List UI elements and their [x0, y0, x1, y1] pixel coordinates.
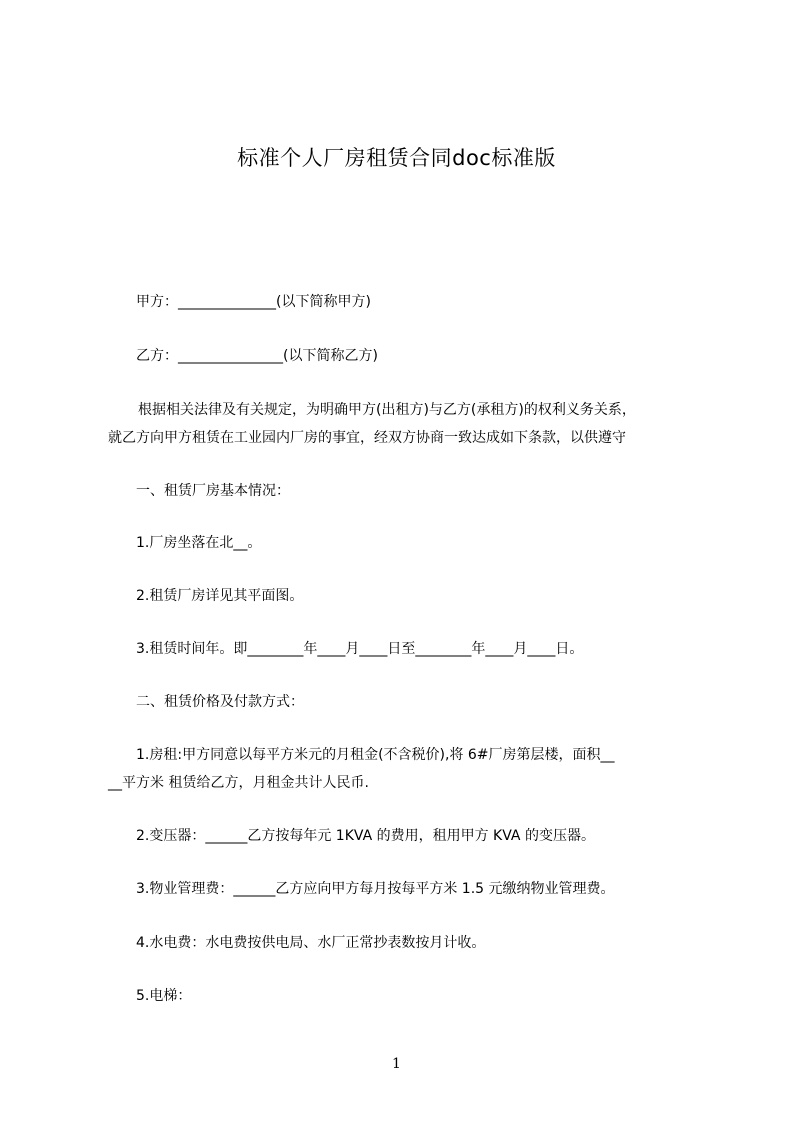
clause-1-2: 2.租赁厂房详见其平面图。 — [136, 588, 304, 604]
section-1-heading: 一、租赁厂房基本情况： — [136, 483, 290, 499]
clause-1-1: 1.厂房坐落在北__。 — [136, 535, 262, 551]
document-title: 标准个人厂房租赁合同doc标准版 — [237, 146, 556, 170]
clause-1-3: 3.租赁时间年。即________年____月____日至________年____月____日。 — [136, 641, 584, 657]
party-a-line: 甲方：______________(以下简称甲方) — [136, 294, 371, 310]
intro-paragraph-line-1: 根据相关法律及有关规定，为明确甲方(出租方)与乙方(承租方)的权利义务关系， — [138, 402, 636, 418]
party-b-line: 乙方：_______________(以下简称乙方) — [136, 348, 378, 364]
clause-2-1-line-1: 1.房租:甲方同意以每平方米元的月租金(不含税价),将 6#厂房第层楼，面积__ — [136, 747, 615, 763]
page-number: 1 — [392, 1056, 401, 1072]
clause-2-3: 3.物业管理费：______乙方应向甲方每月按每平方米 1.5 元缴纳物业管理费。 — [136, 881, 615, 897]
section-2-heading: 二、租赁价格及付款方式： — [136, 694, 304, 710]
clause-2-1-line-2: __平方米 租赁给乙方，月租金共计人民币. — [108, 775, 369, 791]
clause-2-2: 2.变压器：______乙方按每年元 1KVA 的费用，租用甲方 KVA 的变压器。 — [136, 828, 595, 844]
intro-paragraph-line-2: 就乙方向甲方租赁在工业园内厂房的事宜，经双方协商一致达成如下条款，以供遵守 — [108, 430, 626, 446]
clause-2-5: 5.电梯： — [136, 988, 192, 1004]
clause-2-4: 4.水电费：水电费按供电局、水厂正常抄表数按月计收。 — [136, 935, 486, 951]
